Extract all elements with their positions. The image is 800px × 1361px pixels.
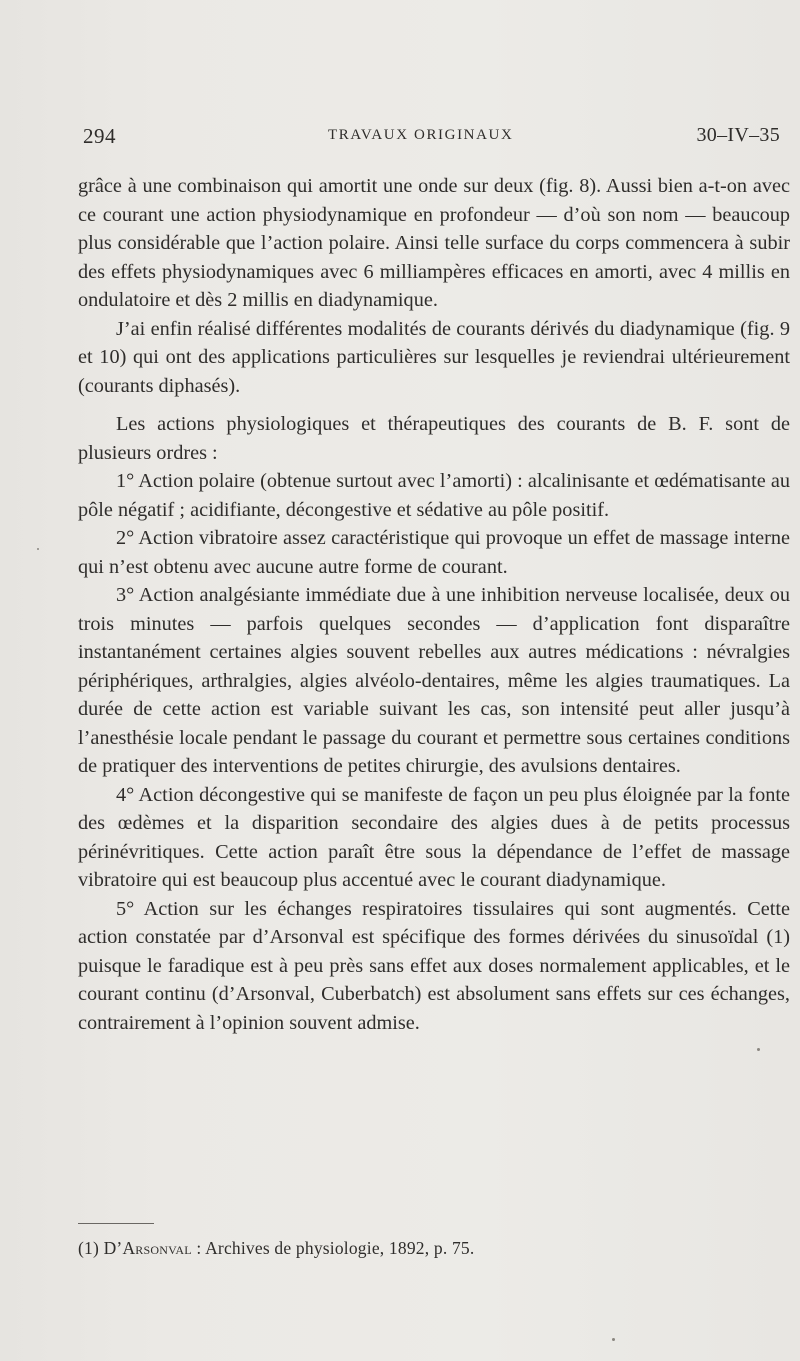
footnote xyxy=(78,1238,474,1259)
paragraph-actions-intro: Les actions physiologiques et thérapeutiques des courants de B. F. sont de plusieurs ordres : xyxy=(78,413,790,464)
footnote-author: D’Arsonval xyxy=(103,1238,192,1258)
paragraph-action-5: 5° Action sur les échanges respiratoires tissulaires qui sont augmentés. Cette action constatée par d’Arsonval est spécifique des formes dérivées du sinusoïdal (1) puisque le faradique est à peu près sans effet aux doses normalement applicables, et le courant continu (d’Arsonval, Cuberbatch) est absolument sans effets sur ces échanges, contrairement à l’opinion souvent admise. xyxy=(78,897,790,1034)
running-title: TRAVAUX ORIGINAUX xyxy=(328,127,514,143)
paper-speck xyxy=(37,548,39,550)
paragraph-action-3: 3° Action analgésiante immédiate due à une inhibition nerveuse localisée, deux ou trois minutes — parfois quelques secondes — d’application font disparaître instantanément certaines algies souvent rebelles aux autres médications : névralgies périphériques, arthralgies, algies alvéolo-dentaires, même les algies traumatiques. La durée de cette action est variable suivant les cas, son intensité peut aller jusqu’à l’anesthésie locale pendant le passage du courant et permettre sous certaines conditions de pratiquer des interventions de petites chirurgie, des avulsions dentaires. xyxy=(78,584,790,777)
paragraph-modalities: J’ai enfin réalisé différentes modalités de courants dérivés du diadynamique (fig. 9 et 10) qui ont des applications particulières sur lesquelles je reviendrai ultérieurement (courants diphasés). xyxy=(78,317,790,397)
footnote-rule xyxy=(78,1223,154,1224)
footnote-marker: (1) xyxy=(78,1238,100,1258)
page-header xyxy=(83,124,780,154)
paragraph-continuation: grâce à une combinaison qui amortit une onde sur deux (fig. 8). Aussi bien a-t-on avec ce courant une action physiodynamique en profondeur — d’où son nom — beaucoup plus considérable que l’action polaire. Ainsi telle surface du corps commencera à subir des effets physiodynamiques avec 6 milliampères efficaces en amorti, avec 4 millis en ondulatoire et dès 2 millis en diadynamique. xyxy=(78,175,790,311)
page-number: 294 xyxy=(83,124,116,148)
paragraph-action-4: 4° Action décongestive qui se manifeste de façon un peu plus éloignée par la fonte des œdèmes et la disparition secondaire des algies dues à de petits processus périnévritiques. Cette action paraît être sous la dépendance de l’effet de massage vibratoire qui est beaucoup plus accentué avec le courant diadynamique. xyxy=(78,783,790,891)
issue-reference: 30–IV–35 xyxy=(696,124,780,146)
paragraph-action-2: 2° Action vibratoire assez caractéristique qui provoque un effet de massage interne qui n’est obtenu avec aucune autre forme de courant. xyxy=(78,527,790,578)
paper-speck xyxy=(757,1048,760,1051)
paragraph-action-1: 1° Action polaire (obtenue surtout avec l’amorti) : alcalinisante et œdématisante au pôle négatif ; acidifiante, décongestive et sédative au pôle positif. xyxy=(78,470,790,521)
article-body xyxy=(78,172,790,1037)
paper-speck xyxy=(612,1338,615,1341)
footnote-text: : Archives de physiologie, 1892, p. 75. xyxy=(196,1238,475,1258)
